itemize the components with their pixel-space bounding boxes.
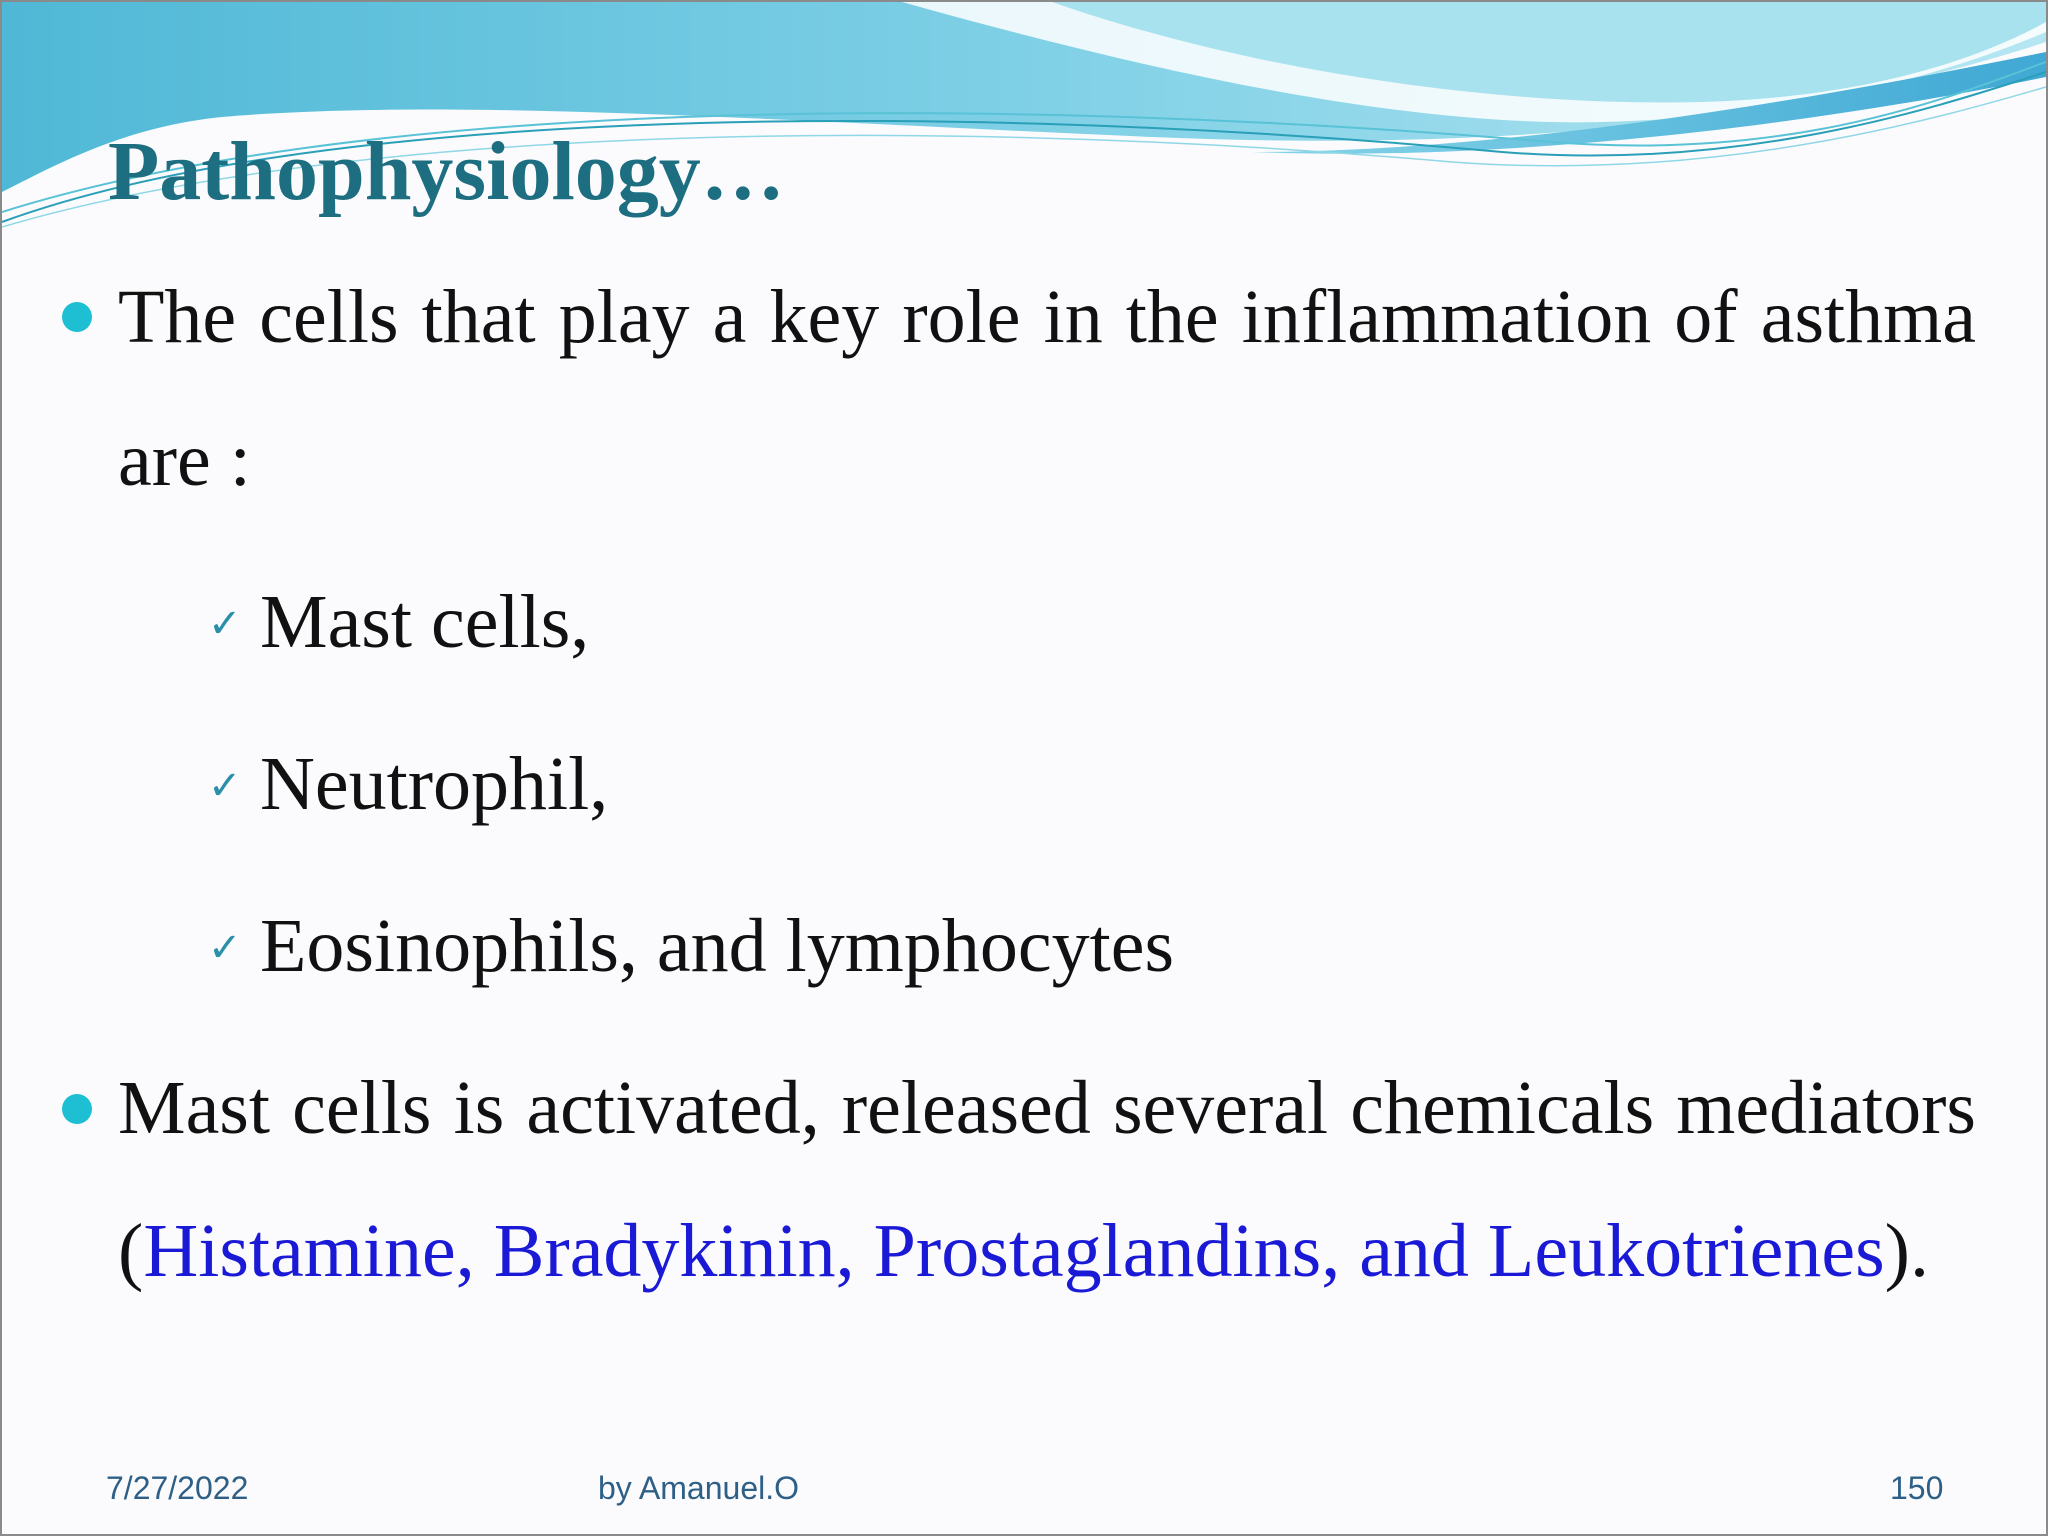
footer-date: 7/27/2022 bbox=[106, 1470, 249, 1506]
bullet-text-cells-intro: The cells that play a key role in the inflammation of asthma are : bbox=[118, 275, 1976, 502]
cell-item-mast: Mast cells, bbox=[260, 580, 590, 664]
slide-number: 150 bbox=[1890, 1470, 1944, 1506]
checkmark-icon: ✓ bbox=[208, 763, 242, 809]
mast-activation-text: Mast cells is activated, released several chemicals mediators ( bbox=[118, 1066, 1976, 1293]
checkmark-icon: ✓ bbox=[208, 601, 242, 647]
slide-title: Pathophysiology… bbox=[108, 125, 785, 218]
checkmark-icon: ✓ bbox=[208, 925, 242, 971]
mediators-list: Histamine, Bradykinin, Prostaglandins, and Leukotrienes bbox=[143, 1209, 1885, 1293]
bullet-text-mast-activation bbox=[118, 1037, 1976, 1323]
bullet-icon bbox=[62, 1094, 92, 1124]
cell-item-eosinophils: Eosinophils, and lymphocytes bbox=[260, 904, 1175, 988]
bullet-icon bbox=[62, 302, 92, 332]
cell-item-neutrophil: Neutrophil, bbox=[260, 742, 609, 826]
closing-text: ). bbox=[1884, 1209, 1929, 1293]
footer-author: by Amanuel.O bbox=[598, 1470, 799, 1506]
